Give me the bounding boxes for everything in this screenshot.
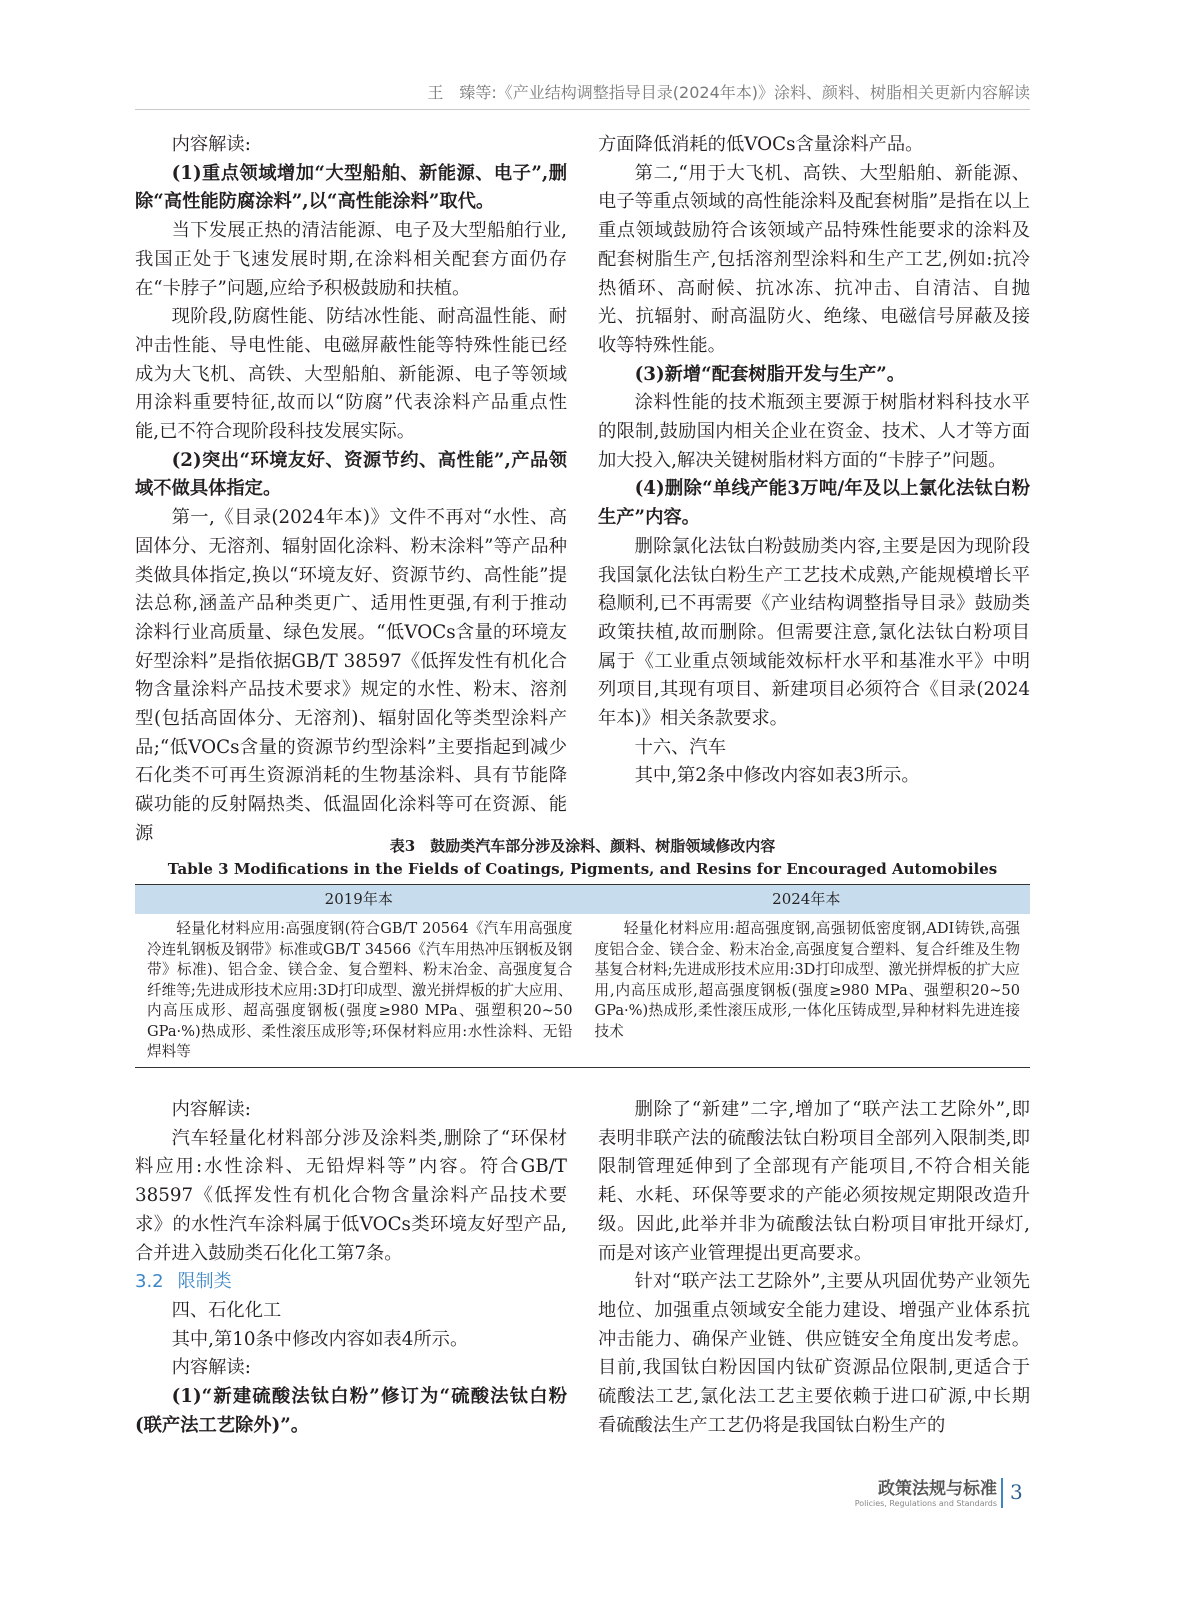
paragraph: 涂料性能的技术瓶颈主要源于树脂材料科技水平的限制,鼓励国内相关企业在资金、技术、人才等方面加大投入,解决关键树脂材料方面的“卡脖子”问题。 <box>598 392 1030 471</box>
section-number: 3.2 <box>135 1271 164 1293</box>
column-4 <box>598 1096 1030 1440</box>
running-head: 王 臻等:《产业结构调整指导目录(2024年本)》涂料、颜料、树脂相关更新内容解读 <box>135 80 1030 110</box>
section-title: 限制类 <box>177 1271 232 1293</box>
paragraph: (1)重点领域增加“大型船舶、新能源、电子”,删除“高性能防腐涂料”,以“高性能涂料”取代。 <box>135 162 567 213</box>
table-header: 2024年本 <box>583 885 1031 915</box>
paragraph: 当下发展正热的清洁能源、电子及大型船舶行业,我国正处于飞速发展时期,在涂料相关配套方面仍存在“卡脖子”问题,应给予积极鼓励和扶植。 <box>135 220 567 299</box>
paragraph: (1)“新建硫酸法钛白粉”修订为“硫酸法钛白粉(联产法工艺除外)”。 <box>135 1386 567 1436</box>
table-3 <box>135 884 1030 1068</box>
table-cell: 轻量化材料应用:超高强度钢,高强韧低密度钢,ADI铸铁,高强度铝合金、镁合金、粉末冶金,高强度复合塑料、复合纤维及生物基复合材料;先进成形技术应用:3D打印成型、激光拼焊板的扩大应用,内高压成形,超高强度钢板(强度≥980 MPa、强塑积20~50 GPa·%)热成形,柔性滚压成形,一体化压铸成型,异种材料先进连接技术 <box>583 914 1031 1067</box>
paragraph: 其中,第2条中修改内容如表3所示。 <box>634 765 920 787</box>
paragraph: 四、石化化工 <box>171 1299 282 1321</box>
paragraph: 汽车轻量化材料部分涉及涂料类,删除了“环保材料应用:水性涂料、无铅焊料等”内容。符合GB/T 38597《低挥发性有机化合物含量涂料产品技术要求》的水性汽车涂料属于低VOCs类环境友好型产品,合并进入鼓励类石化化工第7条。 <box>135 1127 567 1264</box>
column-3 <box>135 1096 567 1440</box>
paragraph: 第一,《目录(2024年本)》文件不再对“水性、高固体分、无溶剂、辐射固化涂料、粉末涂料”等产品种类做具体指定,换以“环境友好、资源节约、高性能”提法总称,涵盖产品种类更广、适用性更强,有利于推动涂料行业高质量、绿色发展。“低VOCs含量的环境友好型涂料”是指依据GB/T 38597《低挥发性有机化合物含量涂料产品技术要求》规定的水性、粉末、溶剂型(包括高固体分、无溶剂)、辐射固化等类型涂料产品;“低VOCs含量的资源节约型涂料”主要指起到减少石化类不可再生资源消耗的生物基涂料、具有节能降碳功能的反射隔热类、低温固化涂料等可在资源、能源 <box>135 507 567 844</box>
paragraph: (4)删除“单线产能3万吨/年及以上氯化法钛白粉生产”内容。 <box>598 478 1030 529</box>
column-1 <box>135 131 567 849</box>
paragraph: 内容解读: <box>171 134 251 155</box>
paragraph: (3)新增“配套树脂开发与生产”。 <box>634 363 906 385</box>
paragraph: 其中,第10条中修改内容如表4所示。 <box>171 1328 469 1350</box>
column-2 <box>598 131 1030 791</box>
paragraph: 方面降低消耗的低VOCs含量涂料产品。 <box>598 134 924 155</box>
paragraph: 现阶段,防腐性能、防结冰性能、耐高温性能、耐冲击性能、导电性能、电磁屏蔽性能等特殊性能已经成为大飞机、高铁、大型船舶、新能源、电子等领域用涂料重要特征,故而以“防腐”代表涂料产品重点性能,已不符合现阶段科技发展实际。 <box>135 306 567 443</box>
paragraph: 十六、汽车 <box>634 736 726 758</box>
paragraph: 针对“联产法工艺除外”,主要从巩固优势产业领先地位、加强重点领域安全能力建设、增强产业体系抗冲击能力、确保产业链、供应链安全角度出发考虑。目前,我国钛白粉因国内钛矿资源品位限制,更适合于硫酸法工艺,氯化法工艺主要依赖于进口矿源,中长期看硫酸法生产工艺仍将是我国钛白粉生产的 <box>598 1271 1030 1436</box>
paragraph: 删除了“新建”二字,增加了“联产法工艺除外”,即表明非联产法的硫酸法钛白粉项目全部列入限制类,即限制管理延伸到了全部现有产能项目,不符合相关能耗、水耗、环保等要求的产能必须按规定期限改造升级。因此,此举并非为硫酸法钛白粉项目审批开绿灯,而是对该产业管理提出更高要求。 <box>598 1099 1030 1264</box>
paragraph: 内容解读: <box>171 1099 251 1120</box>
paragraph: (2)突出“环境友好、资源节约、高性能”,产品领域不做具体指定。 <box>135 449 567 500</box>
journal-section-cn: 政策法规与标准 <box>878 1479 997 1499</box>
footer-divider <box>1001 1478 1003 1508</box>
paragraph: 第二,“用于大飞机、高铁、大型船舶、新能源、电子等重点领域的高性能涂料及配套树脂”是指在以上重点领域鼓励符合该领域产品特殊性能要求的涂料及配套树脂生产,包括溶剂型涂料和生产工艺,例如:抗冷热循环、高耐候、抗冰冻、抗冲击、自清洁、自抛光、抗辐射、耐高温防火、绝缘、电磁信号屏蔽及接收等特殊性能。 <box>598 162 1030 356</box>
paragraph: 删除氯化法钛白粉鼓励类内容,主要是因为现阶段我国氯化法钛白粉生产工艺技术成熟,产能规模增长平稳顺利,已不再需要《产业结构调整指导目录》鼓励类政策扶植,故而删除。但需要注意,氯化法钛白粉项目属于《工业重点领域能效标杆水平和基准水平》中明列项目,其现有项目、新建项目必须符合《目录(2024年本)》相关条款要求。 <box>598 535 1030 730</box>
table-header: 2019年本 <box>135 885 583 915</box>
footer <box>855 1474 997 1508</box>
journal-section-en: Policies, Regulations and Standards <box>854 1499 997 1508</box>
table-cell: 轻量化材料应用:高强度钢(符合GB/T 20564《汽车用高强度冷连轧钢板及钢带》标准或GB/T 34566《汽车用热冲压钢板及钢带》标准)、铝合金、镁合金、复合塑料、粉末冶金、高强度复合纤维等;先进成形技术应用:3D打印成型、激光拼焊板的扩大应用、内高压成形、超高强度钢板(强度≥980 MPa、强塑积20~50 GPa·%)热成形、柔性滚压成形等;环保材料应用:水性涂料、无铅焊料等 <box>135 914 583 1067</box>
section-heading <box>135 1268 567 1297</box>
table-title-cn: 表3 鼓励类汽车部分涉及涂料、颜料、树脂领域修改内容 <box>389 837 776 855</box>
table-title-en: Table 3 Modifications in the Fields of Coatings, Pigments, and Resins for Encouraged Automobiles <box>167 860 998 878</box>
paragraph: 内容解读: <box>171 1357 251 1379</box>
page-number: 3 <box>1010 1480 1023 1504</box>
table-row <box>135 914 1030 1067</box>
